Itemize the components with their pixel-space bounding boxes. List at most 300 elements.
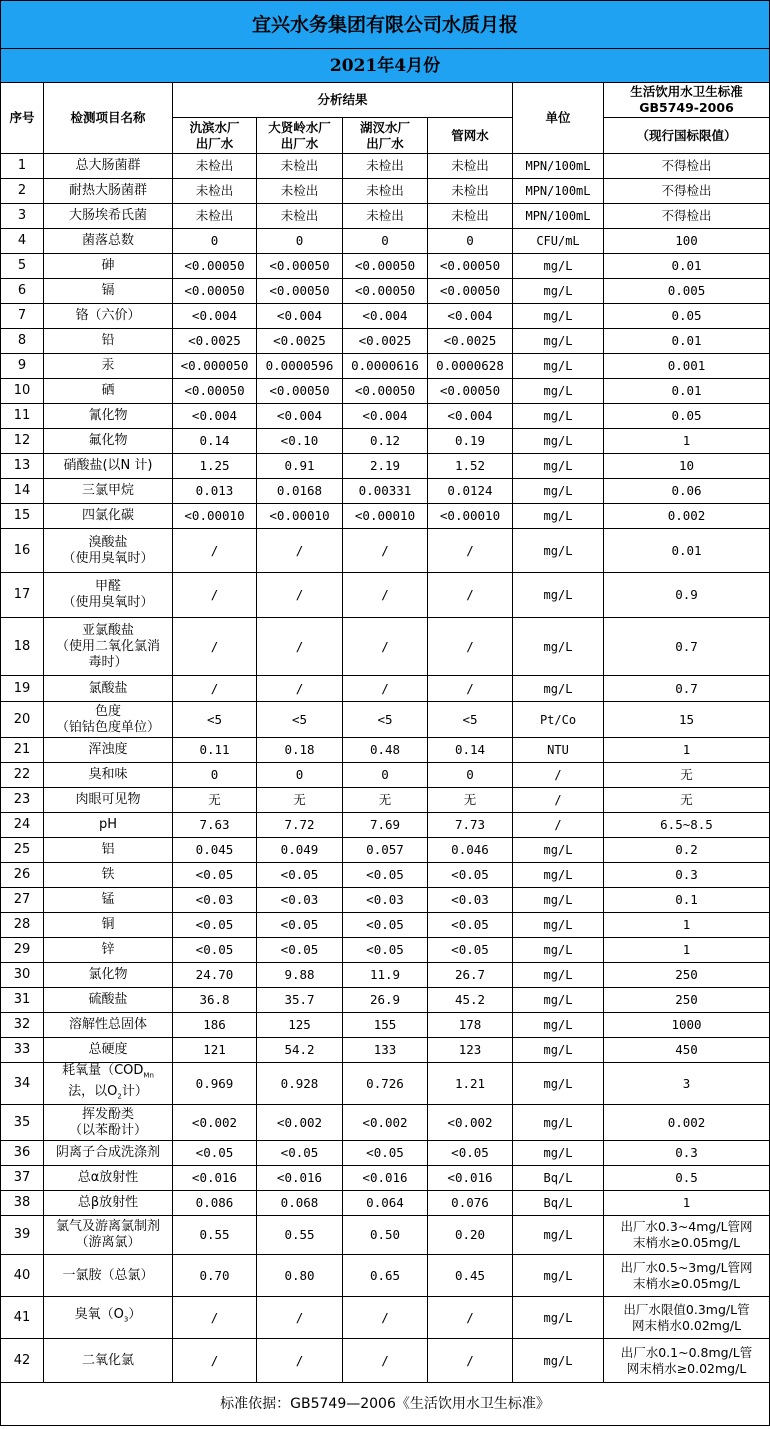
table-row (1, 404, 770, 429)
unit: mg/L (513, 618, 604, 676)
item-name: 铬（六价） (44, 304, 173, 329)
result-value-plant-1: 121 (173, 1038, 257, 1063)
table-row (1, 938, 770, 963)
standard-limit: 1 (604, 938, 770, 963)
row-number: 21 (1, 738, 44, 763)
standard-limit: 450 (604, 1038, 770, 1063)
row-number: 9 (1, 354, 44, 379)
unit: mg/L (513, 1063, 604, 1105)
standard-limit: 0.1 (604, 888, 770, 913)
result-value-plant-3: 155 (343, 1013, 428, 1038)
header-standard-sub: （现行国标限值） (604, 118, 770, 154)
result-value-plant-3: 0 (343, 763, 428, 788)
item-name: 镉 (44, 279, 173, 304)
result-value-plant-4: 0.0000628 (428, 354, 513, 379)
unit: mg/L (513, 1013, 604, 1038)
standard-limit: 0.002 (604, 504, 770, 529)
table-row (1, 279, 770, 304)
row-number: 3 (1, 204, 44, 229)
row-number: 15 (1, 504, 44, 529)
header-plant-1: 氿滨水厂 出厂水 (173, 118, 257, 154)
result-value-plant-1: <0.002 (173, 1105, 257, 1141)
unit: / (513, 763, 604, 788)
unit: / (513, 788, 604, 813)
result-value-plant-1: <0.00010 (173, 504, 257, 529)
standard-limit: 0.01 (604, 329, 770, 354)
table-row (1, 738, 770, 763)
result-value-plant-3: 0.48 (343, 738, 428, 763)
table-row (1, 763, 770, 788)
result-value-plant-4: 0.046 (428, 838, 513, 863)
item-name: 锌 (44, 938, 173, 963)
result-value-plant-1: 0.045 (173, 838, 257, 863)
result-value-plant-4: <0.004 (428, 304, 513, 329)
header-plant-2: 大贤岭水厂 出厂水 (257, 118, 343, 154)
item-name: 三氯甲烷 (44, 479, 173, 504)
result-value-plant-2: / (257, 676, 343, 702)
item-name: 氯化物 (44, 963, 173, 988)
result-value-plant-1: <0.03 (173, 888, 257, 913)
result-value-plant-2: 9.88 (257, 963, 343, 988)
item-name: 耗氧量（$COD_{Mn}$ 法，以$O_2$计） (44, 1063, 173, 1105)
result-value-plant-4: / (428, 529, 513, 573)
result-value-plant-1: 无 (173, 788, 257, 813)
result-value-plant-3: / (343, 529, 428, 573)
result-value-plant-1: / (173, 529, 257, 573)
row-number: 13 (1, 454, 44, 479)
standard-limit: 1000 (604, 1013, 770, 1038)
unit: mg/L (513, 429, 604, 454)
table-row (1, 888, 770, 913)
result-value-plant-2: <0.004 (257, 304, 343, 329)
result-value-plant-4: / (428, 573, 513, 618)
table-row (1, 863, 770, 888)
result-value-plant-1: 未检出 (173, 179, 257, 204)
row-number: 27 (1, 888, 44, 913)
result-value-plant-1: 0.969 (173, 1063, 257, 1105)
row-number: 8 (1, 329, 44, 354)
result-value-plant-1: 0.55 (173, 1216, 257, 1255)
table-row (1, 788, 770, 813)
standard-limit: 250 (604, 988, 770, 1013)
result-value-plant-1: <5 (173, 702, 257, 738)
result-value-plant-2: <0.00010 (257, 504, 343, 529)
header-plant-3: 湖汊水厂 出厂水 (343, 118, 428, 154)
result-value-plant-3: <0.05 (343, 913, 428, 938)
result-value-plant-3: <5 (343, 702, 428, 738)
result-value-plant-2: 0.068 (257, 1191, 343, 1216)
result-value-plant-3: <0.05 (343, 1141, 428, 1166)
item-name: 氯酸盐 (44, 676, 173, 702)
result-value-plant-1: 186 (173, 1013, 257, 1038)
result-value-plant-4: <0.016 (428, 1166, 513, 1191)
result-value-plant-2: 0 (257, 229, 343, 254)
result-value-plant-3: / (343, 1297, 428, 1339)
table-row (1, 429, 770, 454)
result-value-plant-4: / (428, 676, 513, 702)
table-row (1, 1038, 770, 1063)
result-value-plant-1: 0.013 (173, 479, 257, 504)
item-name: 氯气及游离氯制剂 （游离氯） (44, 1216, 173, 1255)
result-value-plant-3: <0.05 (343, 938, 428, 963)
row-number: 39 (1, 1216, 44, 1255)
table-row (1, 618, 770, 676)
result-value-plant-4: 0.20 (428, 1216, 513, 1255)
standard-limit: 出厂水0.5~3mg/L管网 末梢水≥0.05mg/L (604, 1255, 770, 1297)
unit: Pt/Co (513, 702, 604, 738)
table-row (1, 1063, 770, 1105)
result-value-plant-2: 未检出 (257, 154, 343, 179)
result-value-plant-1: 0.70 (173, 1255, 257, 1297)
item-name: 氟化物 (44, 429, 173, 454)
result-value-plant-1: 0 (173, 229, 257, 254)
result-value-plant-3: <0.00050 (343, 254, 428, 279)
row-number: 40 (1, 1255, 44, 1297)
standard-limit: 0.2 (604, 838, 770, 863)
result-value-plant-3: <0.004 (343, 304, 428, 329)
result-value-plant-4: 1.52 (428, 454, 513, 479)
result-value-plant-1: <0.016 (173, 1166, 257, 1191)
unit: mg/L (513, 504, 604, 529)
result-value-plant-1: <0.05 (173, 913, 257, 938)
result-value-plant-2: / (257, 529, 343, 573)
item-name: 锰 (44, 888, 173, 913)
unit: mg/L (513, 938, 604, 963)
standard-limit: 0.5 (604, 1166, 770, 1191)
result-value-plant-1: / (173, 1339, 257, 1383)
result-value-plant-4: <0.00050 (428, 279, 513, 304)
result-value-plant-4: 未检出 (428, 154, 513, 179)
result-value-plant-3: 0.65 (343, 1255, 428, 1297)
item-name: 硒 (44, 379, 173, 404)
result-value-plant-4: 45.2 (428, 988, 513, 1013)
row-number: 38 (1, 1191, 44, 1216)
header-plant-4: 管网水 (428, 118, 513, 154)
result-value-plant-4: 0.0124 (428, 479, 513, 504)
table-row (1, 354, 770, 379)
standard-limit: 250 (604, 963, 770, 988)
header-item: 检测项目名称 (44, 83, 173, 154)
header-standard (604, 83, 770, 118)
standard-limit: 6.5~8.5 (604, 813, 770, 838)
standard-limit: 无 (604, 788, 770, 813)
item-name: 色度 （铂钴色度单位） (44, 702, 173, 738)
table-row (1, 1141, 770, 1166)
result-value-plant-1: <0.004 (173, 304, 257, 329)
item-name: 总大肠菌群 (44, 154, 173, 179)
result-value-plant-4: <5 (428, 702, 513, 738)
unit: mg/L (513, 888, 604, 913)
result-value-plant-3: 2.19 (343, 454, 428, 479)
result-value-plant-4: / (428, 1297, 513, 1339)
result-value-plant-4: <0.00050 (428, 254, 513, 279)
unit: mg/L (513, 254, 604, 279)
item-name: pH (44, 813, 173, 838)
result-value-plant-3: 0.726 (343, 1063, 428, 1105)
result-value-plant-2: <0.00050 (257, 254, 343, 279)
result-value-plant-3: 0.057 (343, 838, 428, 863)
result-value-plant-1: / (173, 618, 257, 676)
header-analysis: 分析结果 (173, 83, 513, 118)
item-name: 四氯化碳 (44, 504, 173, 529)
table-row (1, 379, 770, 404)
unit: Bq/L (513, 1166, 604, 1191)
header-standard-line2: GB5749-2006 (639, 100, 734, 115)
result-value-plant-2: 0.049 (257, 838, 343, 863)
result-value-plant-3: <0.00010 (343, 504, 428, 529)
item-name: 菌落总数 (44, 229, 173, 254)
result-value-plant-3: / (343, 618, 428, 676)
row-number: 4 (1, 229, 44, 254)
result-value-plant-2: <0.05 (257, 1141, 343, 1166)
result-value-plant-2: / (257, 1339, 343, 1383)
header-unit: 单位 (513, 83, 604, 154)
item-name: 硫酸盐 (44, 988, 173, 1013)
row-number: 14 (1, 479, 44, 504)
unit: mg/L (513, 963, 604, 988)
row-number: 28 (1, 913, 44, 938)
item-name: 铁 (44, 863, 173, 888)
unit: mg/L (513, 1297, 604, 1339)
unit: MPN/100mL (513, 204, 604, 229)
table-row (1, 988, 770, 1013)
item-name: 总β放射性 (44, 1191, 173, 1216)
result-value-plant-3: 0.064 (343, 1191, 428, 1216)
result-value-plant-2: / (257, 1297, 343, 1339)
result-value-plant-3: 0.12 (343, 429, 428, 454)
result-value-plant-3: 11.9 (343, 963, 428, 988)
unit: mg/L (513, 988, 604, 1013)
row-number: 29 (1, 938, 44, 963)
table-row (1, 329, 770, 354)
result-value-plant-4: 未检出 (428, 179, 513, 204)
unit: mg/L (513, 573, 604, 618)
item-name: 溴酸盐 （使用臭氧时） (44, 529, 173, 573)
result-value-plant-3: <0.016 (343, 1166, 428, 1191)
result-value-plant-3: / (343, 573, 428, 618)
result-value-plant-1: / (173, 573, 257, 618)
standard-limit: 1 (604, 1191, 770, 1216)
item-name: 浑浊度 (44, 738, 173, 763)
row-number: 35 (1, 1105, 44, 1141)
footer-standard-basis: 标准依据：GB5749—2006《生活饮用水卫生标准》 (1, 1383, 770, 1426)
table-row (1, 1339, 770, 1383)
table-row (1, 504, 770, 529)
result-value-plant-2: 35.7 (257, 988, 343, 1013)
unit: mg/L (513, 404, 604, 429)
result-value-plant-2: <0.0025 (257, 329, 343, 354)
table-row (1, 479, 770, 504)
result-value-plant-1: <0.000050 (173, 354, 257, 379)
table-row (1, 529, 770, 573)
unit: MPN/100mL (513, 154, 604, 179)
result-value-plant-2: <0.05 (257, 863, 343, 888)
result-value-plant-1: / (173, 676, 257, 702)
standard-limit: 无 (604, 763, 770, 788)
standard-limit: 3 (604, 1063, 770, 1105)
row-number: 2 (1, 179, 44, 204)
result-value-plant-2: <0.05 (257, 938, 343, 963)
result-value-plant-3: 未检出 (343, 154, 428, 179)
unit: CFU/mL (513, 229, 604, 254)
unit: mg/L (513, 1105, 604, 1141)
table-row (1, 676, 770, 702)
unit: mg/L (513, 1141, 604, 1166)
result-value-plant-1: <0.00050 (173, 254, 257, 279)
table-row (1, 1216, 770, 1255)
result-value-plant-3: 无 (343, 788, 428, 813)
standard-limit: 1 (604, 738, 770, 763)
result-value-plant-4: 未检出 (428, 204, 513, 229)
result-value-plant-4: 7.73 (428, 813, 513, 838)
standard-limit: 不得检出 (604, 154, 770, 179)
standard-limit: 出厂水限值0.3mg/L管 网末梢水0.02mg/L (604, 1297, 770, 1339)
result-value-plant-1: <0.00050 (173, 379, 257, 404)
result-value-plant-3: 0.0000616 (343, 354, 428, 379)
result-value-plant-2: 54.2 (257, 1038, 343, 1063)
result-value-plant-2: 无 (257, 788, 343, 813)
row-number: 10 (1, 379, 44, 404)
standard-limit: 不得检出 (604, 179, 770, 204)
row-number: 24 (1, 813, 44, 838)
result-value-plant-4: 178 (428, 1013, 513, 1038)
result-value-plant-2: 7.72 (257, 813, 343, 838)
row-number: 37 (1, 1166, 44, 1191)
table-row (1, 454, 770, 479)
unit: / (513, 813, 604, 838)
row-number: 23 (1, 788, 44, 813)
result-value-plant-4: 0.14 (428, 738, 513, 763)
table-row (1, 1013, 770, 1038)
item-name: 硝酸盐(以N 计) (44, 454, 173, 479)
row-number: 17 (1, 573, 44, 618)
standard-limit: 0.3 (604, 863, 770, 888)
result-value-plant-2: 0.91 (257, 454, 343, 479)
result-value-plant-3: <0.0025 (343, 329, 428, 354)
result-value-plant-2: 0 (257, 763, 343, 788)
result-value-plant-2: 125 (257, 1013, 343, 1038)
standard-limit: 0.001 (604, 354, 770, 379)
result-value-plant-3: 未检出 (343, 179, 428, 204)
row-number: 12 (1, 429, 44, 454)
row-number: 1 (1, 154, 44, 179)
result-value-plant-2: 0.55 (257, 1216, 343, 1255)
result-value-plant-1: <0.05 (173, 938, 257, 963)
result-value-plant-4: <0.004 (428, 404, 513, 429)
result-value-plant-4: 0 (428, 763, 513, 788)
item-name: 大肠埃希氏菌 (44, 204, 173, 229)
unit: mg/L (513, 329, 604, 354)
result-value-plant-2: <0.05 (257, 913, 343, 938)
item-name: 挥发酚类 （以苯酚计） (44, 1105, 173, 1141)
item-name: 砷 (44, 254, 173, 279)
standard-limit: 0.002 (604, 1105, 770, 1141)
table-row (1, 1255, 770, 1297)
standard-limit: 0.05 (604, 404, 770, 429)
unit: mg/L (513, 863, 604, 888)
result-value-plant-2: / (257, 573, 343, 618)
result-value-plant-2: <5 (257, 702, 343, 738)
header-standard-line1: 生活饮用水卫生标准 (630, 84, 743, 99)
item-name: 总α放射性 (44, 1166, 173, 1191)
result-value-plant-1: <0.05 (173, 1141, 257, 1166)
unit: mg/L (513, 479, 604, 504)
result-value-plant-2: <0.00050 (257, 279, 343, 304)
unit: mg/L (513, 279, 604, 304)
result-value-plant-4: / (428, 1339, 513, 1383)
standard-limit: 0.01 (604, 379, 770, 404)
standard-limit: 1 (604, 429, 770, 454)
unit: mg/L (513, 304, 604, 329)
row-number: 34 (1, 1063, 44, 1105)
result-value-plant-4: 0 (428, 229, 513, 254)
unit: mg/L (513, 354, 604, 379)
row-number: 20 (1, 702, 44, 738)
row-number: 33 (1, 1038, 44, 1063)
result-value-plant-1: <0.00050 (173, 279, 257, 304)
unit: mg/L (513, 1339, 604, 1383)
row-number: 5 (1, 254, 44, 279)
item-name: 氰化物 (44, 404, 173, 429)
unit: mg/L (513, 913, 604, 938)
row-number: 26 (1, 863, 44, 888)
result-value-plant-1: 7.63 (173, 813, 257, 838)
result-value-plant-4: <0.00050 (428, 379, 513, 404)
result-value-plant-1: 0 (173, 763, 257, 788)
unit: mg/L (513, 1038, 604, 1063)
result-value-plant-4: <0.05 (428, 1141, 513, 1166)
report-month: 2021年4月份 (1, 49, 770, 83)
result-value-plant-1: 36.8 (173, 988, 257, 1013)
result-value-plant-1: 未检出 (173, 154, 257, 179)
table-row (1, 229, 770, 254)
item-name: 臭和味 (44, 763, 173, 788)
standard-limit: 10 (604, 454, 770, 479)
table-row (1, 963, 770, 988)
result-value-plant-3: 26.9 (343, 988, 428, 1013)
row-number: 32 (1, 1013, 44, 1038)
result-value-plant-3: 0 (343, 229, 428, 254)
result-value-plant-4: 0.19 (428, 429, 513, 454)
item-name: 肉眼可见物 (44, 788, 173, 813)
result-value-plant-3: 未检出 (343, 204, 428, 229)
row-number: 31 (1, 988, 44, 1013)
result-value-plant-4: 0.45 (428, 1255, 513, 1297)
result-value-plant-4: <0.05 (428, 913, 513, 938)
table-row (1, 154, 770, 179)
result-value-plant-4: <0.0025 (428, 329, 513, 354)
result-value-plant-2: <0.016 (257, 1166, 343, 1191)
result-value-plant-4: 1.21 (428, 1063, 513, 1105)
result-value-plant-1: 1.25 (173, 454, 257, 479)
row-number: 11 (1, 404, 44, 429)
result-value-plant-4: <0.03 (428, 888, 513, 913)
result-value-plant-3: / (343, 1339, 428, 1383)
item-name: 铝 (44, 838, 173, 863)
row-number: 36 (1, 1141, 44, 1166)
table-row (1, 702, 770, 738)
result-value-plant-1: 24.70 (173, 963, 257, 988)
item-name: 铜 (44, 913, 173, 938)
result-value-plant-3: 133 (343, 1038, 428, 1063)
table-row (1, 1166, 770, 1191)
row-number: 19 (1, 676, 44, 702)
standard-limit: 0.005 (604, 279, 770, 304)
result-value-plant-1: <0.004 (173, 404, 257, 429)
result-value-plant-2: 0.0000596 (257, 354, 343, 379)
standard-limit: 0.9 (604, 573, 770, 618)
result-value-plant-4: 0.076 (428, 1191, 513, 1216)
